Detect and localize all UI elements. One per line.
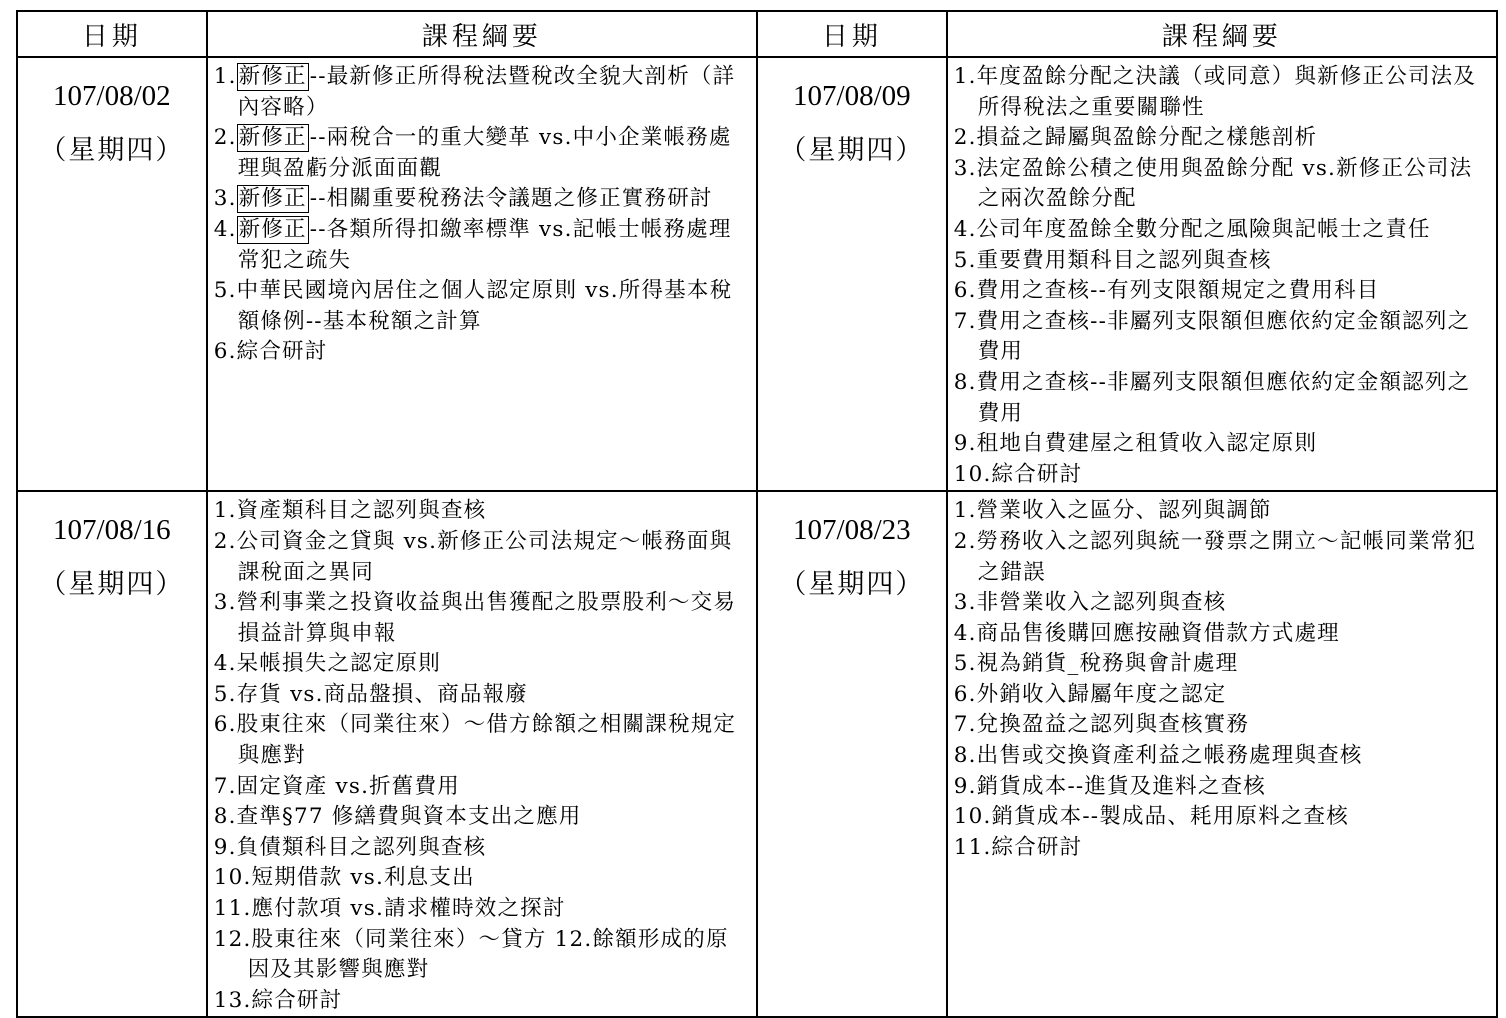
outline-item-number: 8. <box>213 804 237 830</box>
outline-item-text: --各類所得扣繳率標準 vs.記帳士帳務處理常犯之疏失 <box>237 216 732 273</box>
header-date-right: 日期 <box>757 11 947 57</box>
outline-item-number: 8. <box>953 743 977 769</box>
revision-tag-badge: 新修正 <box>238 186 307 212</box>
outline-item <box>954 215 1490 246</box>
outline-item-text: --最新修正所得稅法暨稅改全貌大剖析（詳內容略） <box>237 64 736 120</box>
outline-item <box>214 802 750 833</box>
outline-item <box>214 337 750 368</box>
outline-item-text: 查準§77 修繕費與資本支出之應用 <box>236 804 582 830</box>
outline-list <box>214 496 750 1016</box>
outline-item <box>954 460 1490 491</box>
outline-item <box>214 184 750 215</box>
session-date: 107/08/16 <box>53 514 171 547</box>
outline-item-text: --兩稅合一的重大變革 vs.中小企業帳務處理與盈虧分派面面觀 <box>237 125 732 181</box>
outline-item-text: 資產類科目之認列與查核 <box>236 498 487 524</box>
session-weekday: （星期四） <box>39 135 185 166</box>
header-row <box>17 11 1497 57</box>
session-outline-cell <box>207 57 757 491</box>
outline-item-number: 10. <box>953 461 992 487</box>
outline-item-text: 短期借款 vs.利息支出 <box>251 865 475 891</box>
outline-item <box>954 802 1490 833</box>
session-date-cell <box>17 491 207 1017</box>
outline-item-text: 費用之查核--非屬列支限額但應依約定金額認列之費用 <box>976 308 1471 365</box>
outline-item-text: 重要費用類科目之認列與查核 <box>976 247 1272 273</box>
outline-list <box>214 62 750 368</box>
outline-item <box>214 215 750 276</box>
outline-item-number: 2. <box>213 125 237 151</box>
outline-item <box>954 833 1490 864</box>
session-date-cell <box>757 57 947 491</box>
outline-item <box>954 588 1490 619</box>
session-outline-cell <box>947 491 1497 1017</box>
outline-item-number: 1. <box>213 64 237 89</box>
outline-item-number: 4. <box>213 216 237 242</box>
outline-item-text: 中華民國境內居住之個人認定原則 vs.所得基本稅額條例--基本稅額之計算 <box>236 278 733 334</box>
outline-item-text: 負債類科目之認列與查核 <box>236 834 487 860</box>
outline-item <box>954 368 1490 429</box>
course-schedule-table <box>16 10 1498 1018</box>
outline-item-text: 營利事業之投資收益與出售獲配之股票股利～交易損益計算與申報 <box>236 590 737 646</box>
outline-item-number: 9. <box>953 431 977 457</box>
outline-item <box>954 527 1490 588</box>
outline-item-number: 3. <box>213 186 237 212</box>
outline-item-text: 年度盈餘分配之決議（或同意）與新修正公司法及所得稅法之重要關聯性 <box>976 64 1477 120</box>
outline-item-number: 2. <box>953 528 977 554</box>
outline-item-text: 勞務收入之認列與統一發票之開立～記帳同業常犯之錯誤 <box>976 528 1477 585</box>
outline-item-number: 6. <box>213 339 237 365</box>
outline-list <box>954 496 1490 863</box>
outline-item-text: 非營業收入之認列與查核 <box>976 590 1227 616</box>
outline-item-text: 視為銷貨_稅務與會計處理 <box>976 651 1239 677</box>
revision-tag-badge: 新修正 <box>238 64 307 89</box>
outline-item-number: 4. <box>213 651 237 677</box>
outline-item-number: 2. <box>213 528 237 554</box>
outline-item-number: 1. <box>213 498 237 524</box>
outline-item <box>954 123 1490 154</box>
outline-item <box>954 496 1490 527</box>
outline-item-number: 12. <box>213 926 252 952</box>
outline-item <box>214 588 750 649</box>
outline-item-text: 商品售後購回應按融資借款方式處理 <box>976 620 1340 646</box>
outline-item-number: 5. <box>953 651 977 677</box>
outline-item <box>214 649 750 680</box>
outline-item <box>954 680 1490 711</box>
session-date: 107/08/09 <box>793 80 911 112</box>
outline-item-text: 股東往來（同業往來）～貸方 12.餘額形成的原因及其影響與應對 <box>247 926 729 983</box>
outline-item-text: 損益之歸屬與盈餘分配之樣態剖析 <box>976 125 1318 151</box>
outline-item-text: 呆帳損失之認定原則 <box>236 651 441 677</box>
outline-item <box>954 772 1490 803</box>
outline-item-number: 4. <box>953 620 977 646</box>
outline-item-number: 3. <box>213 590 237 616</box>
session-outline-cell <box>947 57 1497 491</box>
outline-item <box>954 741 1490 772</box>
outline-item <box>954 154 1490 215</box>
outline-item-number: 7. <box>953 712 977 738</box>
outline-item <box>954 62 1490 123</box>
outline-item-number: 5. <box>213 681 237 707</box>
outline-item-text: 外銷收入歸屬年度之認定 <box>976 681 1227 707</box>
outline-item-number: 3. <box>953 155 977 181</box>
outline-item <box>954 619 1490 650</box>
outline-item-number: 11. <box>213 896 252 922</box>
outline-item <box>214 276 750 337</box>
outline-item-text: --相關重要稅務法令議題之修正實務研討 <box>309 186 713 212</box>
outline-item-number: 13. <box>213 987 252 1013</box>
outline-item-number: 6. <box>953 681 977 707</box>
outline-item-number: 10. <box>953 804 992 830</box>
outline-item-number: 5. <box>213 278 237 304</box>
header-outline-left: 課程綱要 <box>207 11 757 57</box>
session-date: 107/08/02 <box>53 80 171 112</box>
outline-item-number: 5. <box>953 247 977 273</box>
outline-item-text: 綜合研討 <box>251 987 343 1013</box>
session-outline-cell <box>207 491 757 1017</box>
outline-item <box>214 680 750 711</box>
session-date-cell <box>17 57 207 491</box>
header-outline-right: 課程綱要 <box>947 11 1497 57</box>
outline-item-text: 銷貨成本--製成品、耗用原料之查核 <box>991 804 1349 830</box>
outline-item-number: 1. <box>953 64 977 89</box>
outline-item <box>954 710 1490 741</box>
session-date-cell <box>757 491 947 1017</box>
outline-item <box>214 894 750 925</box>
outline-item <box>214 123 750 184</box>
outline-item <box>214 863 750 894</box>
outline-item-text: 固定資產 vs.折舊費用 <box>236 773 460 799</box>
outline-item-text: 公司資金之貸與 vs.新修正公司法規定～帳務面與課稅面之異同 <box>236 528 733 585</box>
outline-item-number: 7. <box>213 773 237 799</box>
outline-item-text: 費用之查核--非屬列支限額但應依約定金額認列之費用 <box>976 369 1471 426</box>
outline-item-number: 8. <box>953 369 977 395</box>
session-weekday: （星期四） <box>779 135 925 166</box>
outline-item-number: 7. <box>953 308 977 334</box>
outline-item <box>954 276 1490 307</box>
header-date-left: 日期 <box>17 11 207 57</box>
outline-item-text: 出售或交換資產利益之帳務處理與查核 <box>976 743 1363 769</box>
outline-item-text: 股東往來（同業往來）～借方餘額之相關課稅規定與應對 <box>236 712 737 769</box>
outline-item-number: 6. <box>213 712 237 738</box>
outline-item-text: 存貨 vs.商品盤損、商品報廢 <box>236 681 529 707</box>
outline-item-text: 綜合研討 <box>991 834 1083 860</box>
outline-item-text: 法定盈餘公積之使用與盈餘分配 vs.新修正公司法之兩次盈餘分配 <box>976 155 1473 212</box>
outline-item-text: 應付款項 vs.請求權時效之探討 <box>251 896 566 922</box>
schedule-row-2 <box>17 491 1497 1017</box>
outline-item <box>214 925 750 986</box>
outline-item <box>954 307 1490 368</box>
outline-item <box>214 62 750 123</box>
outline-item-number: 3. <box>953 590 977 616</box>
outline-item <box>214 986 750 1017</box>
outline-list <box>954 62 1490 490</box>
outline-item-number: 9. <box>213 834 237 860</box>
outline-item-number: 2. <box>953 125 977 151</box>
outline-item <box>214 772 750 803</box>
outline-item-number: 10. <box>213 865 252 891</box>
outline-item-text: 營業收入之區分、認列與調節 <box>976 498 1272 524</box>
session-date: 107/08/23 <box>793 514 911 547</box>
outline-item-number: 9. <box>953 773 977 799</box>
outline-item <box>954 649 1490 680</box>
outline-item-text: 銷貨成本--進貨及進料之查核 <box>976 773 1266 799</box>
schedule-row-1 <box>17 57 1497 491</box>
outline-item-text: 租地自費建屋之租賃收入認定原則 <box>976 431 1318 457</box>
outline-item-text: 綜合研討 <box>236 339 328 365</box>
outline-item <box>954 246 1490 277</box>
outline-item-number: 11. <box>953 834 992 860</box>
revision-tag-badge: 新修正 <box>238 216 307 242</box>
outline-item <box>954 429 1490 460</box>
outline-item-text: 兌換盈益之認列與查核實務 <box>976 712 1250 738</box>
revision-tag-badge: 新修正 <box>238 125 307 151</box>
outline-item-number: 6. <box>953 278 977 304</box>
outline-item <box>214 527 750 588</box>
session-weekday: （星期四） <box>39 569 185 601</box>
outline-item <box>214 496 750 527</box>
session-weekday: （星期四） <box>779 569 925 601</box>
outline-item-text: 費用之查核--有列支限額規定之費用科目 <box>976 278 1380 304</box>
outline-item-number: 1. <box>953 498 977 524</box>
outline-item-text: 綜合研討 <box>991 461 1083 487</box>
outline-item-number: 4. <box>953 216 977 242</box>
outline-item-text: 公司年度盈餘全數分配之風險與記帳士之責任 <box>976 216 1431 242</box>
outline-item <box>214 710 750 771</box>
outline-item <box>214 833 750 864</box>
